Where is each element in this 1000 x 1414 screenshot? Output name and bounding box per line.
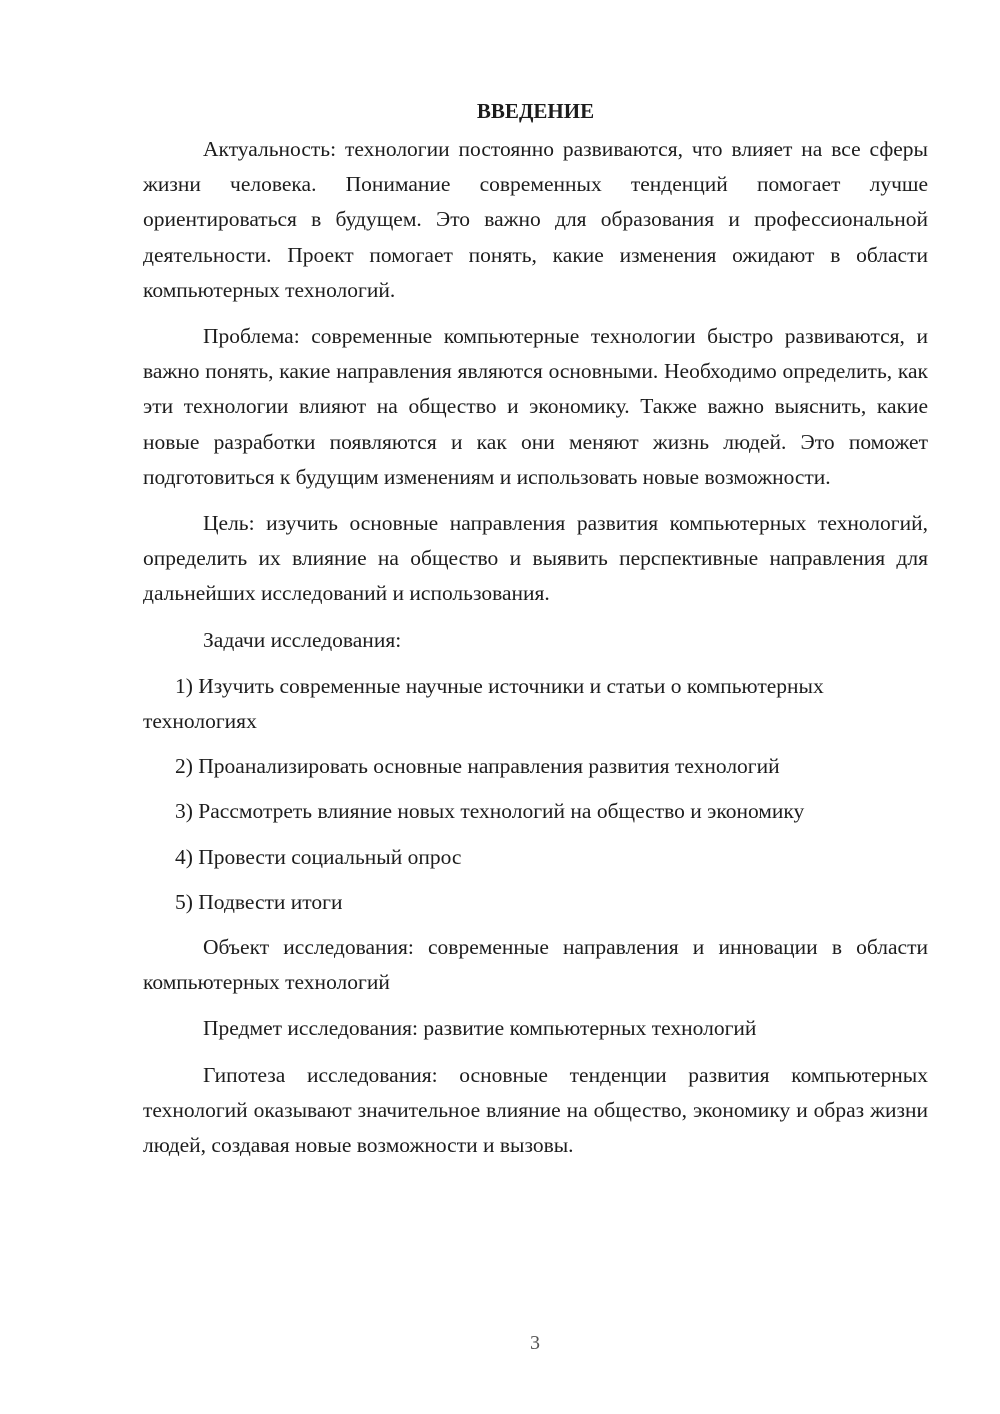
page-number: 3: [530, 1332, 540, 1354]
problem-paragraph: Проблема: современные компьютерные технологии быстро развиваются, и важно понять, какие направления являются основными. Необходимо определить, как эти технологии влияют на общество и экономику. Также важно выяснить, какие новые разработки появляются и как они меняют жизнь людей. Это поможет подготовиться к будущим изменениям и использовать новые возможности.: [143, 324, 928, 489]
relevance-paragraph: Актуальность: технологии постоянно развиваются, что влияет на все сферы жизни человека. Понимание современных тенденций помогает лучше ориентироваться в будущем. Это важно для образования и профессиональной деятельности. Проект помогает понять, какие изменения ожидают в области компьютерных технологий.: [143, 137, 928, 302]
hypothesis-paragraph: Гипотеза исследования: основные тенденции развития компьютерных технологий оказывают значительное влияние на общество, экономику и образ жизни людей, создавая новые возможности и вызовы.: [143, 1062, 928, 1158]
subject-paragraph: Предмет исследования: развитие компьютерных технологий: [203, 1016, 757, 1041]
task-item: 4) Провести социальный опрос: [175, 844, 462, 869]
tasks-list: [143, 669, 928, 920]
task-item: 3) Рассмотреть влияние новых технологий на общество и экономику: [175, 799, 805, 824]
task-item: 1) Изучить современные научные источники и статьи о компьютерных технологиях: [143, 673, 824, 734]
document-page: [143, 96, 928, 1174]
section-heading: ВВЕДЕНИЕ: [476, 99, 595, 123]
tasks-title: Задачи исследования:: [203, 627, 402, 652]
task-item: 5) Подвести итоги: [175, 889, 343, 914]
task-item: 2) Проанализировать основные направления развития технологий: [175, 754, 780, 779]
goal-paragraph: Цель: изучить основные направления развития компьютерных технологий, определить их влияние на общество и выявить перспективные направления для дальнейших исследований и использования.: [143, 511, 928, 606]
object-paragraph: Объект исследования: современные направления и инновации в области компьютерных технологий: [143, 935, 928, 995]
